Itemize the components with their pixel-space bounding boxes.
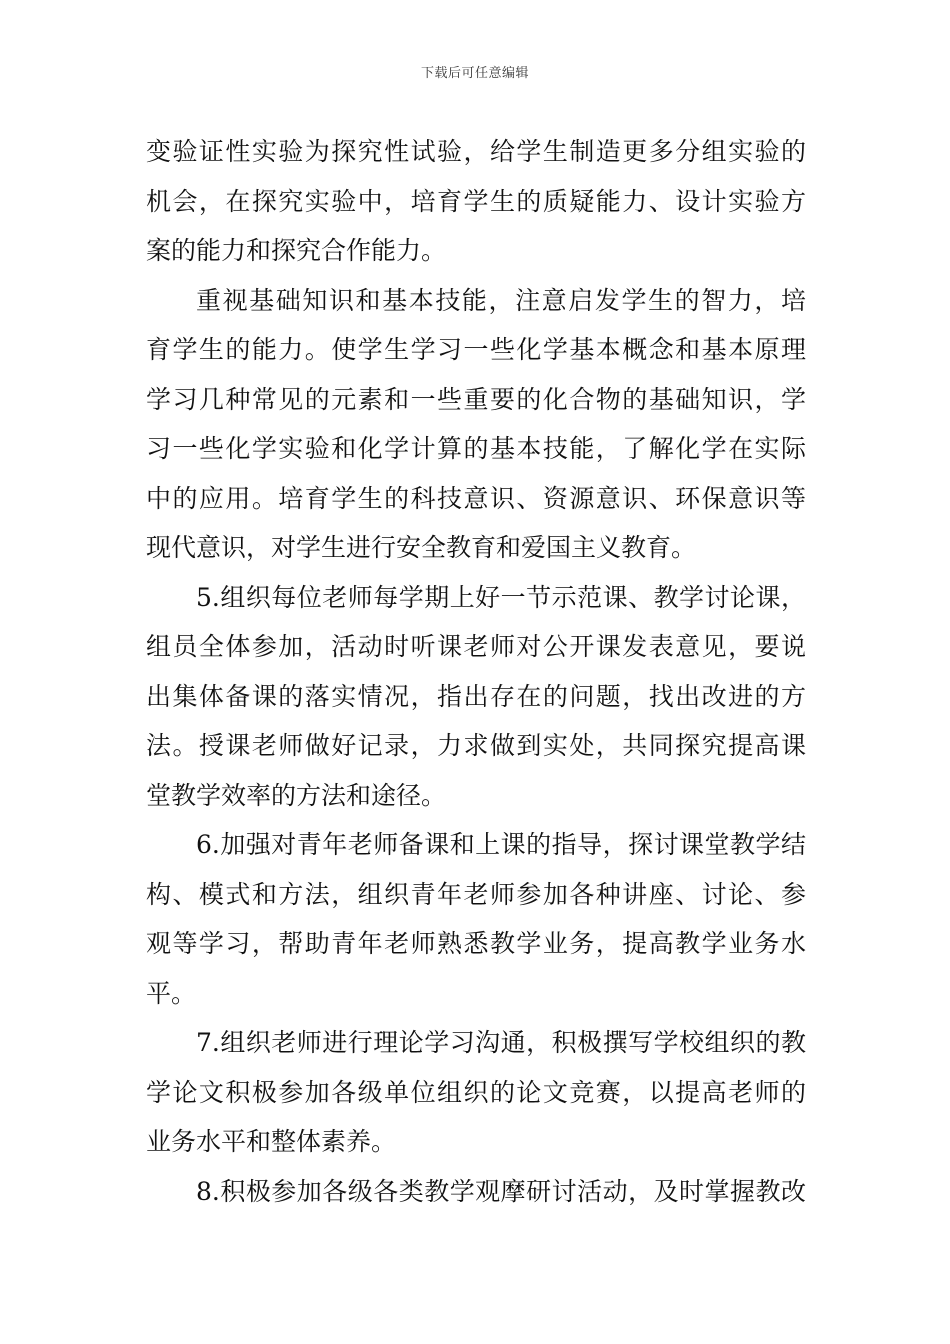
text-line: 机会，在探究实验中，培育学生的质疑能力、设计实验方: [146, 186, 806, 216]
document-body: [146, 127, 806, 1216]
text-line: 堂教学效率的方法和途径。: [146, 780, 447, 810]
text-line: 现代意识，对学生进行安全教育和爱国主义教育。: [146, 533, 697, 562]
text-line: 构、模式和方法，组织青年老师参加各种讲座、讨论、参: [146, 879, 806, 909]
text-line: 育学生的能力。使学生学习一些化学基本概念和基本原理: [146, 335, 806, 364]
paragraph-first-line: 6.加强对青年老师备课和上课的指导，探讨课堂教学结: [196, 830, 806, 859]
text-line: 组员全体参加，活动时听课老师对公开课发表意见，要说: [146, 632, 806, 661]
text-line: 中的应用。培育学生的科技意识、资源意识、环保意识等: [146, 483, 806, 513]
text-line: 出集体备课的落实情况，指出存在的问题，找出改进的方: [146, 681, 806, 711]
text-line: 业务水平和整体素养。: [146, 1127, 397, 1156]
text-line: 案的能力和探究合作能力。: [146, 236, 447, 265]
text-line: 观等学习，帮助青年老师熟悉教学业务，提高教学业务水: [146, 929, 806, 958]
text-line: 学习几种常见的元素和一些重要的化合物的基础知识，学: [146, 384, 806, 414]
paragraph-first-line: 重视基础知识和基本技能，注意启发学生的智力，培: [196, 285, 806, 315]
text-line: 习一些化学实验和化学计算的基本技能，了解化学在实际: [146, 434, 806, 463]
text-line: 法。授课老师做好记录，力求做到实处，共同探究提高课: [146, 731, 806, 760]
paragraph-first-line: 5.组织每位老师每学期上好一节示范课、教学讨论课，: [196, 582, 806, 612]
text-line: 变验证性实验为探究性试验，给学生制造更多分组实验的: [146, 137, 806, 166]
paragraph-first-line: 7.组织老师进行理论学习沟通，积极撰写学校组织的教: [196, 1028, 806, 1057]
text-line: 学论文积极参加各级单位组织的论文竞赛，以提高老师的: [146, 1077, 806, 1107]
text-line: 平。: [146, 978, 197, 1008]
page-header: 下载后可任意编辑: [420, 66, 529, 81]
paragraph-first-line: 8.积极参加各级各类教学观摩研讨活动，及时掌握教改: [196, 1176, 806, 1206]
